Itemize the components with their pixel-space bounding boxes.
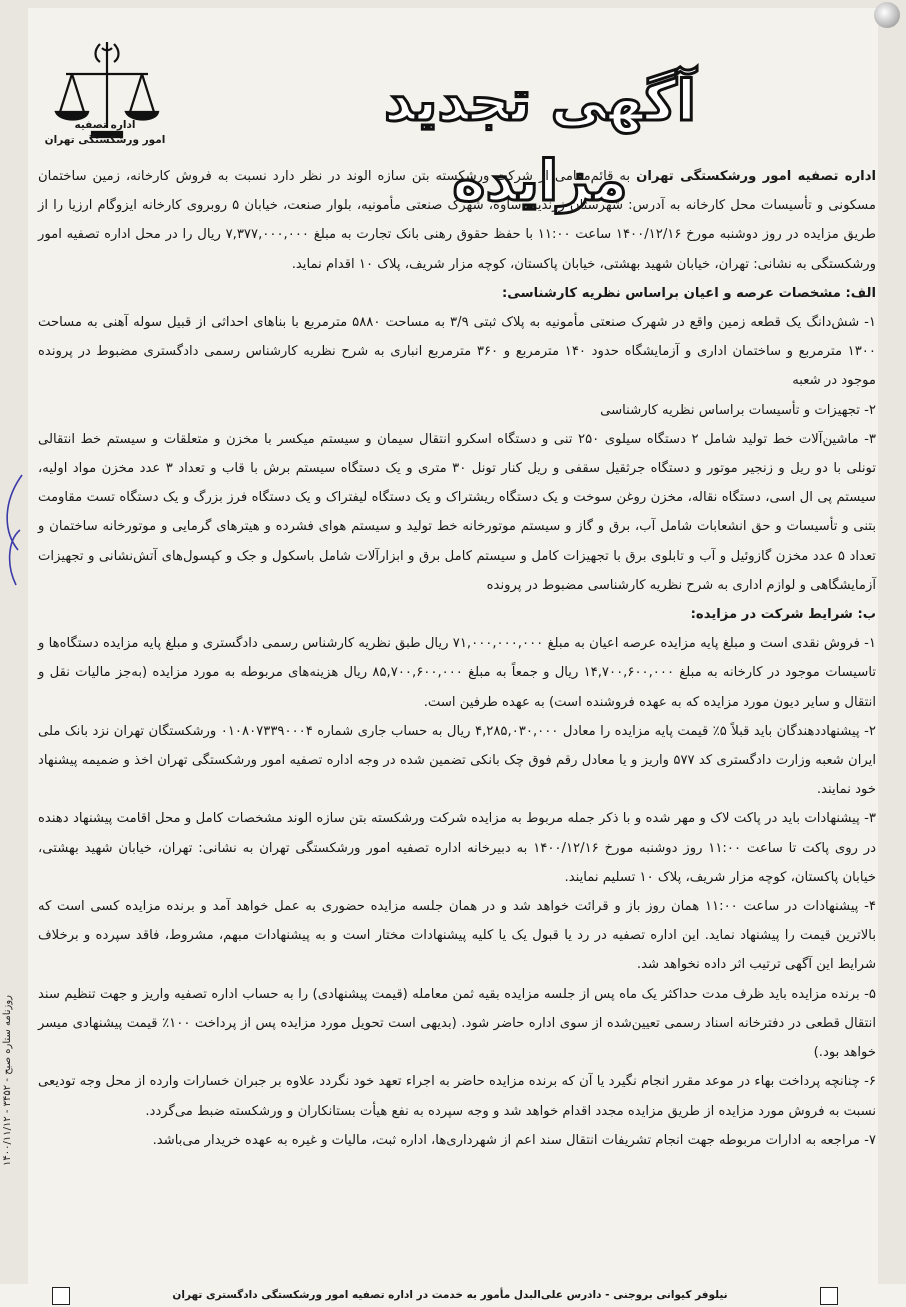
section-b-item-6: ۶- چنانچه پرداخت بهاء در موعد مقرر انجام نگیرد یا آن که برنده مزایده حاضر به اجراء تعهد خود نگردد علاوه بر جبران خسارات وارده از محل وجه تودیعی نسبت به فروش مورد مزایده از طریق مزایده مجدد اقدام خواهد شد و وجه سپرده به نفع هیأت بستانکاران و ورشکسته ضبط می‌گردد. <box>38 1074 876 1119</box>
section-a-item-1: ۱- شش‌دانگ یک قطعه زمین واقع در شهرک صنعتی مأمونیه به پلاک ثبتی ۳/۹ به مساحت ۵۸۸۰ مترمربع با بناهای احداثی از قبیل سوله آهنی به مساحت ۱۳۰۰ مترمربع و ساختمان اداری و آزمایشگاه حدود ۱۴۰ مترمربع و ۳۶۰ مترمربع انباری به شرح نظریه کارشناس رسمی دادگستری مضبوط در پرونده موجود در شعبه <box>38 315 876 389</box>
intro-paragraph <box>38 162 876 279</box>
pen-mark-icon <box>0 470 30 590</box>
section-b-heading: ب: شرایط شرکت در مزایده: <box>690 607 876 623</box>
footer-box-left-icon <box>52 1287 70 1305</box>
notice-body <box>38 162 876 1155</box>
intro-text: به قائم‌مقامی از شرکت ورشکسته بتن سازه الوند در نظر دارد نسبت به فروش کارخانه، زمین ساختمان مسکونی و تأسیسات محل کارخانه به آدرس: شهرستان زرندیه، ساوه، شهرک صنعتی مأمونیه، بلوار صنعت، خیابان ۵ روبروی کارخانه ایزوگام ارزیا را از طریق مزایده در روز دوشنبه مورخ ۱۴۰۰/۱۲/۱۶ ساعت ۱۱:۰۰ با حفظ حقوق رهنی بانک تجارت به مبلغ ۷,۳۷۷,۰۰۰,۰۰۰ ریال را در محل اداره تصفیه امور ورشکستگی به نشانی: تهران، خیابان شهید بهشتی، خیابان پاکستان، کوچه مزار شریف، پلاک ۱۰ اقدام نماید. <box>38 169 876 272</box>
logo-caption <box>40 118 170 148</box>
logo-caption-line2: امور ورشکستگی تهران <box>44 134 166 146</box>
intro-lead: اداره تصفیه امور ورشکستگی تهران <box>636 169 876 184</box>
section-b-item-1: ۱- فروش نقدی است و مبلغ پایه مزایده عرصه اعیان به مبلغ ۷۱,۰۰۰,۰۰۰,۰۰۰ ریال طبق نظریه کارشناس رسمی دادگستری و مبلغ پایه مزایده دستگاه‌ها و تاسیسات موجود در کارخانه به مبلغ ۱۴,۷۰۰,۶۰۰,۰۰۰ ریال و جمعاً به مبلغ ۸۵,۷۰۰,۶۰۰,۰۰۰ ریال هزینه‌های مربوطه به مورد مزایده (به‌جز مالیات نقل و انتقال و سایر دیون مورد مزایده که به عهده فروشنده است) به عهده طرفین است. <box>38 636 877 710</box>
section-b-item-5: ۵- برنده مزایده باید ظرف مدت حداکثر یک ماه پس از جلسه مزایده بقیه ثمن معامله (قیمت پیشنهادی) را به حساب اداره تصفیه واریز و جهت تنظیم سند انتقال قطعی در دفترخانه اسناد رسمی تعیین‌شده از سوی اداره حاضر شود. (بدیهی است تحویل مورد مزایده پس از پرداخت ۱۰۰٪ قیمت پیشنهادی میسر خواهد بود.) <box>38 986 876 1061</box>
section-a-item-3: ۳- ماشین‌آلات خط تولید شامل ۲ دستگاه سیلوی ۲۵۰ تنی و دستگاه اسکرو انتقال سیمان و سیستم میکسر با مخزن و متعلقات و سیستم خط انتقالی تونلی با دو ریل و زنجیر موتور و دستگاه جرثقیل سقفی و ریل کنار تونل ۳۰ متری و یک دستگاه سیستم برش با قاب و تعداد ۳ عدد مخزن مواد اولیه، سیستم پی ال اسی، دستگاه نقاله، مخزن روغن سوخت و یک دستگاه ریشتراک و یک دستگاه لیفتراک و یک دستگاه فرز بزرگ و یک دستگاه تست مقاومت بتنی و تأسیسات و حق انشعابات شامل آب، برق و گاز و سیستم موتورخانه خط تولید و سیستم هوای فشرده و هیترهای گرمایی و موتورخانه ساختمان و تعداد ۵ عدد مخزن گازوئیل و آب و تابلوی برق با تجهیزات کامل و سیستم کامل برق و ابزارآلات شامل باسکول و جک و کپسول‌های آتش‌نشانی و تجهیزات آزمایشگاهی و لوازم اداری به شرح نظریه کارشناسی مضبوط در پرونده <box>38 431 877 593</box>
page-title: آگهی تجدید مزایده <box>384 69 696 214</box>
section-b-item-2: ۲- پیشنهاددهندگان باید قبلاً ۵٪ قیمت پایه مزایده را معادل ۴,۲۸۵,۰۳۰,۰۰۰ ریال به حساب جاری شماره ۰۱۰۸۰۷۳۳۹۰۰۰۴ ورشکستگان تهران نزد بانک ملی ایران شعبه وزارت دادگستری کد ۵۷۷ واریز و یا معادل رقم فوق چک بانکی تضمین شده در وجه اداره تصفیه امور ورشکستگی تهران اخذ و ضمیمه پیشنهاد خود نمایند. <box>38 723 877 798</box>
footer-bar <box>0 1284 906 1307</box>
logo-caption-line1: اداره تصفیه <box>74 119 136 131</box>
footer-box-right-icon <box>820 1287 838 1305</box>
pushpin-icon <box>874 2 900 28</box>
section-a-heading: الف: مشخصات عرصه و اعیان براساس نظریه کارشناسی: <box>502 285 876 301</box>
section-b-item-7: ۷- مراجعه به ادارات مربوطه جهت انجام تشریفات انتقال سند اعم از شهرداری‌ها، اداره ثبت، مالیات و غیره به عهده خریدار می‌باشد. <box>152 1132 876 1148</box>
footer-signature: نیلوفر کیوانی بروجنی - دادرس علی‌البدل مأمور به خدمت در اداره تصفیه امور ورشکستگی دادگستری تهران <box>172 1289 728 1301</box>
section-a-item-2: ۲- تجهیزات و تأسیسات براساس نظریه کارشناسی <box>600 402 876 418</box>
newspaper-side-note: روزنامه ستاره صبح - ۳۴۵۲ - ۱۴۰۰/۱۱/۱۲ <box>2 994 13 1166</box>
section-b-item-4: ۴- پیشنهادات در ساعت ۱۱:۰۰ همان روز باز و قرائت خواهد شد و در همان جلسه مزایده حضوری به عمل خواهد آمد و برنده مزایده کسی است که بالاترین قیمت را پیشنهاد نماید. این اداره تصفیه در رد یا قبول یک یا کلیه پیشنهادات مختار است و به پیشنهادات مبهم، مشروط، فاقد سپرده و برخلاف شرایط این آگهی ترتیب اثر داده نخواهد شد. <box>38 899 876 973</box>
section-b-item-3: ۳- پیشنهادات باید در پاکت لاک و مهر شده و با ذکر جمله مربوط به مزایده شرکت ورشکسته بتن سازه الوند مشخصات کامل و محل اقامت پیشنهاد دهنده در روی پاکت تا ساعت ۱۱:۰۰ روز دوشنبه مورخ ۱۴۰۰/۱۲/۱۶ به دبیرخانه اداره تصفیه امور ورشکستگی تهران به نشانی: تهران، خیابان شهید بهشتی، خیابان پاکستان، کوچه مزار شریف، پلاک ۱۰ تسلیم نمایند. <box>38 811 877 885</box>
